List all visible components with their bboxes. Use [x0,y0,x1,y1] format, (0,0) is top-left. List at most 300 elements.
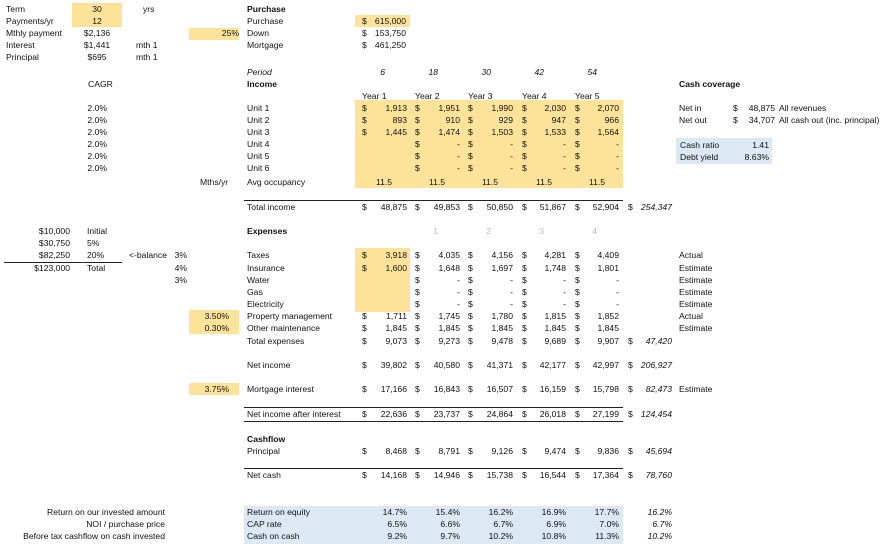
return-value: 15.4% [435,507,460,517]
expense-currency: $ [522,323,527,333]
net-income-sum-currency: $ [628,360,633,370]
period-label: Period [247,67,272,77]
unit-value: - [616,163,619,173]
return-average: 16.2% [647,507,672,517]
total-income-line [244,200,623,201]
interest-label: Interest [6,40,35,50]
total-income-label: Total income [247,202,296,212]
unit-value: - [616,151,619,161]
balance-note: <-balance [129,250,167,260]
total-income-currency: $ [362,202,367,212]
net-in-currency: $ [733,103,738,113]
purchase-row-value: 461,250 [374,40,406,50]
capital-label: Initial [87,226,108,236]
expense-value: - [563,299,566,309]
unit-currency: $ [522,115,527,125]
return-label: Return on equity [247,507,311,517]
total-expenses-currency: $ [468,336,473,346]
net-income-value: 40,580 [433,360,460,370]
expense-currency: $ [415,323,420,333]
expense-currency: $ [522,275,527,285]
expense-status: Estimate [679,299,713,309]
expense-status: Estimate [679,263,713,273]
term-value[interactable]: 30 [92,4,102,14]
interest-note: mth 1 [136,40,158,50]
return-value: 6.9% [546,519,566,529]
net-after-interest-currency: $ [575,409,580,419]
expense-label: Property management [247,311,333,321]
net-income-value: 41,371 [486,360,513,370]
expense-currency: $ [362,323,367,333]
net-cash-sum: 78,760 [645,470,672,480]
total-income-value: 49,853 [433,202,460,212]
period-value: 30 [481,67,491,77]
mortgage-interest-currency: $ [575,384,580,394]
growth-pct: 4% [174,263,187,273]
expense-currency: $ [468,275,473,285]
unit-value: 966 [604,115,619,125]
total-income-currency: $ [522,202,527,212]
principal-row-currency: $ [415,446,420,456]
net-cash-currency: $ [575,470,580,480]
expense-value[interactable]: 1,711 [386,311,407,321]
total-expenses-currency: $ [522,336,527,346]
unit-value: - [510,163,513,173]
return-value: 16.2% [488,507,513,517]
expense-value: - [510,287,513,297]
principal-row-value: 8,791 [438,446,460,456]
year-index: 3 [539,226,544,236]
cagr-value: 2.0% [87,127,107,137]
expense-label: Taxes [247,250,270,260]
year-index: 1 [433,226,438,236]
unit-currency: $ [415,151,420,161]
net-cash-currency: $ [522,470,527,480]
unit-value: 1,533 [544,127,566,137]
expense-label: Insurance [247,263,285,273]
unit-label: Unit 5 [247,151,270,161]
unit-value: 910 [445,115,460,125]
unit-value: - [563,139,566,149]
expense-value: 1,845 [597,323,619,333]
unit-value: - [457,139,460,149]
cagr-value: 2.0% [87,115,107,125]
expense-currency: $ [468,299,473,309]
unit-label: Unit 6 [247,163,270,173]
return-value: 11.3% [595,531,619,541]
avg-occupancy-label: Avg occupancy [247,177,306,187]
total-income-value: 52,904 [592,202,619,212]
net-income-value: 42,997 [592,360,619,370]
expense-value[interactable] [371,287,407,298]
period-value: 6 [380,67,385,77]
expense-value: 4,156 [491,250,513,260]
total-expenses-value: 9,273 [438,336,460,346]
expense-currency: $ [575,311,580,321]
unit-currency: $ [575,163,580,173]
expense-value: - [616,275,619,285]
cagr-value: 2.0% [87,151,107,161]
unit-currency: $ [415,103,420,113]
net-in-note: All revenues [779,103,827,113]
expense-currency: $ [575,299,580,309]
expense-value: 1,852 [597,311,619,321]
return-description: Return on our invested amount [47,507,165,517]
principal-value: $695 [87,52,107,62]
unit-value: 2,030 [544,103,566,113]
principal-note: mth 1 [136,52,158,62]
net-cash-currency: $ [362,470,367,480]
avg-occupancy-value[interactable]: 11.5 [535,177,553,187]
total-expenses-sum: 47,420 [645,336,672,346]
expense-value: - [616,299,619,309]
total-income-currency: $ [575,202,580,212]
capital-label: 20% [87,250,105,260]
total-income-sum-currency: $ [628,202,633,212]
purchase-row-value[interactable]: 615,000 [374,16,406,26]
net-cash-line [244,468,623,469]
return-value: 10.2% [488,531,513,541]
net-income-currency: $ [362,360,367,370]
net-after-interest-sum-currency: $ [628,409,633,419]
unit-value[interactable] [371,151,407,162]
return-label: Cash on cash [247,531,300,541]
mortgage-interest-sum-currency: $ [628,384,633,394]
net-in-label: Net in [679,103,702,113]
expense-currency: $ [522,287,527,297]
expense-currency: $ [415,263,420,273]
net-after-interest-bottom-line [244,421,623,422]
expense-currency: $ [468,263,473,273]
mortgage-interest-value: 15,798 [592,384,619,394]
capital-total-label: Total [87,263,106,273]
cash-ratio-value: 1.41 [752,140,769,150]
expense-status: Estimate [679,275,713,285]
capital-amount: $10,000 [38,226,70,236]
unit-label: Unit 2 [247,115,270,125]
year-index: 4 [592,226,597,236]
avg-occupancy-value[interactable]: 11.5 [428,177,446,187]
principal-row-currency: $ [468,446,473,456]
unit-currency: $ [415,127,420,137]
unit-currency: $ [522,151,527,161]
growth-pct: 3% [174,250,187,260]
avg-occupancy-value[interactable]: 11.5 [375,177,393,187]
expense-pct[interactable]: 0.30% [204,323,229,333]
year-header: Year 2 [415,91,440,101]
expense-label: Gas [247,287,263,297]
return-value: 17.7% [594,507,619,517]
total-expenses-value: 9,073 [385,336,407,346]
principal-row-value: 8,468 [385,446,407,456]
capital-label: 5% [87,238,100,248]
mortgage-interest-currency: $ [522,384,527,394]
unit-value: 1,503 [491,127,513,137]
mortgage-interest-value: 16,159 [539,384,566,394]
expense-value: - [510,299,513,309]
mths-per-yr-label: Mths/yr [200,177,229,187]
year-header: Year 4 [522,91,547,101]
return-value: 7.0% [599,519,619,529]
unit-label: Unit 4 [247,139,270,149]
expense-value[interactable]: 1,845 [385,323,407,333]
cagr-value: 2.0% [87,163,107,173]
unit-currency: $ [575,103,580,113]
total-expenses-currency: $ [415,336,420,346]
total-income-sum: 254,347 [640,202,672,212]
mortgage-interest-currency: $ [362,384,367,394]
net-after-interest-value: 23,737 [433,409,460,419]
expense-value[interactable] [371,299,407,310]
expense-status: Actual [679,250,703,260]
term-label: Term [6,4,26,14]
principal-sum-currency: $ [628,446,633,456]
down-pct[interactable]: 25% [221,28,239,38]
net-cash-currency: $ [468,470,473,480]
period-value: 54 [587,67,597,77]
unit-currency: $ [575,115,580,125]
expense-status: Estimate [679,323,713,333]
mortgage-interest-value: 17,166 [380,384,407,394]
unit-value: - [563,163,566,173]
purchase-currency: $ [362,16,367,26]
unit-value: 1,990 [491,103,513,113]
principal-row-label: Principal [247,446,280,456]
unit-currency: $ [575,139,580,149]
unit-value: - [510,139,513,149]
unit-currency: $ [468,163,473,173]
expense-value: - [563,287,566,297]
unit-value: 1,474 [438,127,460,137]
net-income-label: Net income [247,360,291,370]
total-expenses-value: 9,478 [491,336,513,346]
expense-currency: $ [415,299,420,309]
expense-label: Water [247,275,270,285]
expense-value: 4,281 [544,250,566,260]
return-value: 6.7% [493,519,513,529]
net-out-label: Net out [679,115,707,125]
net-after-interest-currency: $ [468,409,473,419]
cagr-value: 2.0% [87,139,107,149]
expense-value: 1,748 [544,263,566,273]
unit-value: 947 [551,115,566,125]
return-value: 9.7% [440,531,460,541]
expense-currency: $ [362,263,367,273]
mortgage-interest-label: Mortgage interest [247,384,314,394]
cash-ratio-label: Cash ratio [680,140,720,150]
unit-value: - [616,139,619,149]
expense-value: 1,845 [491,323,513,333]
expense-pct[interactable]: 3.50% [204,311,229,321]
net-after-interest-value: 27,199 [592,409,619,419]
mortgage-interest-value: 16,843 [433,384,460,394]
expense-currency: $ [522,311,527,321]
unit-currency: $ [468,151,473,161]
unit-currency: $ [468,115,473,125]
total-income-value: 48,875 [380,202,407,212]
expense-value: 1,697 [491,263,513,273]
return-value: 9.2% [387,531,407,541]
unit-value[interactable]: 893 [392,115,407,125]
unit-value[interactable] [371,163,407,174]
principal-row-currency: $ [362,446,367,456]
net-out-note: All cash out (inc. principal) [779,115,880,125]
net-income-currency: $ [522,360,527,370]
expense-value: - [563,275,566,285]
year-header: Year 1 [362,91,387,101]
expense-value[interactable]: 3,918 [385,250,407,260]
expense-currency: $ [575,323,580,333]
net-after-interest-value: 26,018 [539,409,566,419]
unit-value: 929 [498,115,513,125]
unit-currency: $ [468,139,473,149]
net-income-currency: $ [575,360,580,370]
net-after-interest-sum: 124,454 [640,409,672,419]
principal-row-value: 9,126 [491,446,513,456]
expense-currency: $ [362,311,367,321]
expense-currency: $ [468,323,473,333]
cagr-header: CAGR [88,79,113,89]
period-value: 18 [428,67,438,77]
net-after-interest-value: 24,864 [486,409,513,419]
unit-value: 2,070 [597,103,619,113]
unit-value[interactable]: 1,445 [385,127,407,137]
purchase-title: Purchase [247,4,286,14]
net-after-interest-currency: $ [522,409,527,419]
period-value: 42 [534,67,544,77]
cagr-value: 2.0% [87,103,107,113]
expense-currency: $ [415,287,420,297]
net-cash-value: 14,168 [380,470,407,480]
net-out-value: 34,707 [748,115,775,125]
expense-label: Other maintenance [247,323,321,333]
net-income-value: 39,802 [380,360,407,370]
mortgage-interest-currency: $ [468,384,473,394]
total-expenses-value: 9,689 [544,336,566,346]
purchase-row-value: 153,750 [374,28,406,38]
expense-currency: $ [415,250,420,260]
unit-currency: $ [522,163,527,173]
total-expenses-sum-currency: $ [628,336,633,346]
expense-currency: $ [415,275,420,285]
unit-value: 1,951 [438,103,460,113]
return-value: 6.6% [440,519,460,529]
expenses-title: Expenses [247,226,288,236]
expense-status: Estimate [679,287,713,297]
capital-total-amount: $123,000 [34,263,70,273]
payments-per-year-label: Payments/yr [6,16,54,26]
unit-value: 1,564 [597,127,619,137]
expense-value: 1,845 [438,323,460,333]
interest-rate[interactable]: 3.75% [204,384,229,394]
avg-occupancy-value[interactable]: 11.5 [481,177,499,187]
income-title: Income [247,79,278,89]
unit-currency: $ [362,103,367,113]
expense-value: 1,780 [491,311,513,321]
unit-value[interactable] [371,139,407,150]
unit-value: - [457,163,460,173]
growth-pct: 3% [174,275,187,285]
expense-value: - [616,287,619,297]
unit-currency: $ [362,115,367,125]
total-income-value: 51,867 [539,202,566,212]
unit-currency: $ [415,115,420,125]
net-after-interest-currency: $ [362,409,367,419]
net-in-value: 48,875 [748,103,775,113]
total-expenses-currency: $ [362,336,367,346]
expense-value: - [510,275,513,285]
payments-per-year-value[interactable]: 12 [92,16,102,26]
return-average: 10.2% [647,531,672,541]
unit-currency: $ [522,103,527,113]
purchase-row-label: Purchase [247,16,284,26]
purchase-currency: $ [362,28,367,38]
monthly-payment-label: Mthly payment [6,28,62,38]
expense-value: - [457,299,460,309]
net-after-interest-label: Net income after interest [247,409,341,419]
return-description: Before tax cashflow on cash invested [23,531,165,541]
expense-label: Electricity [247,299,284,309]
purchase-currency: $ [362,40,367,50]
expense-value[interactable] [371,275,407,286]
expense-currency: $ [415,311,420,321]
net-cash-value: 16,544 [539,470,566,480]
expense-value[interactable]: 1,600 [385,263,407,273]
cash-coverage-title: Cash coverage [679,79,741,89]
return-value: 10.8% [541,531,566,541]
expense-currency: $ [468,250,473,260]
expense-currency: $ [575,263,580,273]
expense-currency: $ [575,250,580,260]
expense-value: 1,815 [544,311,566,321]
expense-currency: $ [575,275,580,285]
expense-currency: $ [468,311,473,321]
expense-value: 4,409 [597,250,619,260]
unit-value: - [510,151,513,161]
return-description: NOI / purchase price [86,519,165,529]
net-out-currency: $ [733,115,738,125]
debt-yield-label: Debt yield [680,152,719,162]
total-income-value: 50,850 [486,202,513,212]
return-average: 6.7% [652,519,672,529]
unit-currency: $ [468,127,473,137]
total-income-currency: $ [468,202,473,212]
year-header: Year 3 [468,91,493,101]
net-income-sum: 206,927 [640,360,672,370]
return-value: 6.5% [387,519,407,529]
net-cash-currency: $ [415,470,420,480]
expense-currency: $ [522,299,527,309]
principal-row-currency: $ [522,446,527,456]
avg-occupancy-value[interactable]: 11.5 [588,177,606,187]
monthly-payment-value: $2,136 [83,28,111,38]
unit-label: Unit 1 [247,103,270,113]
unit-currency: $ [415,163,420,173]
unit-value[interactable]: 1,913 [385,103,407,113]
year-header: Year 5 [575,91,600,101]
capital-amount: $30,750 [38,238,70,248]
total-expenses-label: Total expenses [247,336,305,346]
expense-currency: $ [575,287,580,297]
expense-value: 1,801 [597,263,619,273]
net-cash-value: 17,364 [592,470,619,480]
net-cash-value: 14,946 [433,470,460,480]
unit-currency: $ [575,151,580,161]
unit-label: Unit 3 [247,127,270,137]
principal-row-value: 9,474 [544,446,566,456]
principal-label: Principal [6,52,39,62]
net-income-value: 42,177 [539,360,566,370]
